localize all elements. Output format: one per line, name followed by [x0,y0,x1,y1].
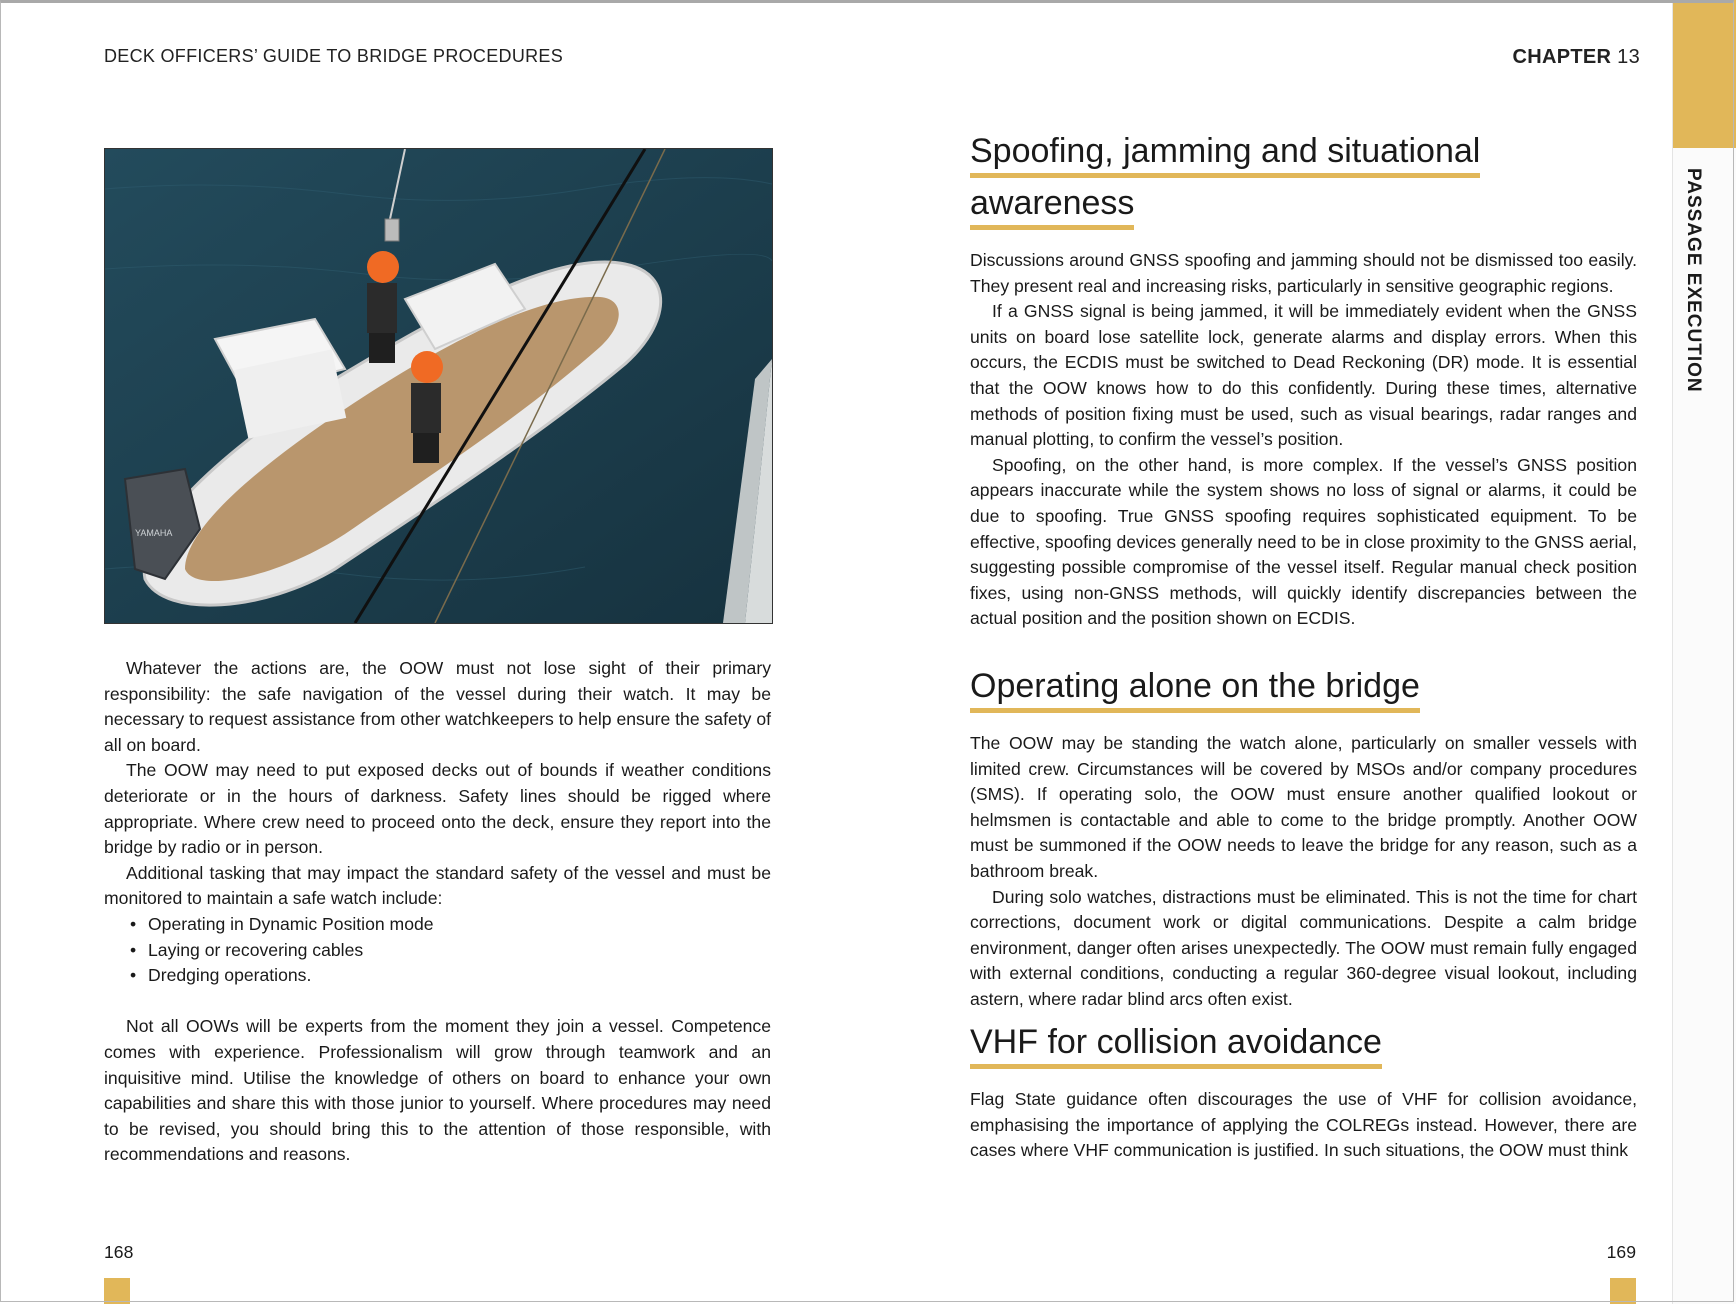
engine-brand: YAMAHA [135,528,173,538]
left-page [0,0,860,1304]
list-item: • Laying or recovering cables [130,938,771,964]
vhf-section-text [970,1087,1637,1164]
paragraph: The OOW may need to put exposed decks out of bounds if weather conditions deteriorate or in the hours of darkness. Safety lines should be rigged where appropriate. Where crew need to proceed onto the deck, ensure they report into the bridge by radio or in person. [104,760,771,858]
paragraph: The OOW may be standing the watch alone, particularly on smaller vessels with limited crew. Circumstances will be covered by MSOs and/or company procedures (SMS). If operating solo, the OOW must ensure another qualified lookout or helmsmen is contactable and able to come to the bridge promptly. Another OOW must be summoned if the OOW needs to leave the bridge for any reason, such as a bathroom break. [970,733,1637,881]
list-item: • Dredging operations. [130,963,771,989]
bullet-list [104,912,771,989]
heading-line: Operating alone on the bridge [970,664,1420,713]
right-page [860,0,1736,1304]
heading-line: VHF for collision avoidance [970,1020,1382,1069]
paragraph: If a GNSS signal is being jammed, it will be immediately evident when the GNSS units on board lose satellite lock, generate alarms and display errors. When this occurs, the ECDIS must be switched to Dead Reckoning (DR) mode. It is essential that the OOW knows how to do this confidently. During these times, alternative methods of position fixing must be used, such as visual bearings, radar ranges and manual plotting, to confirm the vessel’s position. [970,301,1637,450]
heading-line: awareness [970,181,1134,230]
page-number: 168 [104,1242,134,1262]
heading-line: Spoofing, jamming and situational [970,129,1480,178]
paragraph: Not all OOWs will be experts from the moment they join a vessel. Competence comes with experience. Professionalism will grow through teamwork and an inquisitive mind. Utilise the knowledge of others on board to enhance your own capabilities and share this with those junior to yourself. Where procedures may need to be revised, you should bring this to the attention of those responsible, with recommendations and reasons. [104,1016,771,1165]
chapter-number: 13 [1611,46,1640,68]
operating-alone-section-text [970,731,1637,1013]
section-heading-operating-alone [970,661,1420,713]
paragraph: Whatever the actions are, the OOW must not lose sight of their primary responsibility: the safe navigation of the vessel during their watch. It may be necessary to request assistance from other watchkeepers to help ensure the safety of all on board. [104,658,771,755]
running-head-chapter [1513,46,1640,69]
side-tab-label: PASSAGE EXECUTION [1683,168,1704,393]
rib-boat-photo [104,148,773,624]
page-number: 169 [1606,1242,1636,1262]
list-item: • Operating in Dynamic Position mode [130,912,771,938]
paragraph: Flag State guidance often discourages the use of VHF for collision avoidance, emphasising the importance of applying the COLREGs instead. However, there are cases where VHF communication is justified. In such situations, the OOW must think [970,1089,1637,1161]
running-head-title: DECK OFFICERS’ GUIDE TO BRIDGE PROCEDURES [104,46,564,66]
page-corner-marker [1610,1278,1636,1304]
chapter-label: CHAPTER [1512,46,1612,68]
paragraph: Discussions around GNSS spoofing and jamming should not be dismissed too easily. They present real and increasing risks, particularly in sensitive geographic regions. [970,250,1637,296]
spoofing-section-text [970,248,1637,632]
section-heading-vhf [970,1017,1382,1069]
left-body-text [104,656,771,1168]
paragraph: Spoofing, on the other hand, is more complex. If the vessel’s GNSS position appears inaccurate while the system shows no loss of signal or alarms, it could be due to spoofing. True GNSS spoofing requires sophisticated equipment. To be effective, spoofing devices generally need to be in close proximity to the GNSS aerial, suggesting possible compromise of the vessel itself. Regular manual check position fixes, using non-GNSS methods, will quickly identify discrepancies between the actual position and the position shown on ECDIS. [970,454,1637,629]
section-heading-spoofing [970,126,1480,230]
paragraph: Additional tasking that may impact the standard safety of the vessel and must be monitored to maintain a safe watch include: [104,862,771,909]
paragraph: During solo watches, distractions must be eliminated. This is not the time for chart corrections, document work or digital communications. Despite a calm bridge environment, danger often arises unexpectedly. The OOW must remain fully engaged with external conditions, conducting a regular 360-degree visual lookout, including astern, where radar blind arcs often exist. [970,886,1637,1009]
page-corner-marker [104,1278,130,1304]
chapter-tab-marker [1673,0,1736,148]
